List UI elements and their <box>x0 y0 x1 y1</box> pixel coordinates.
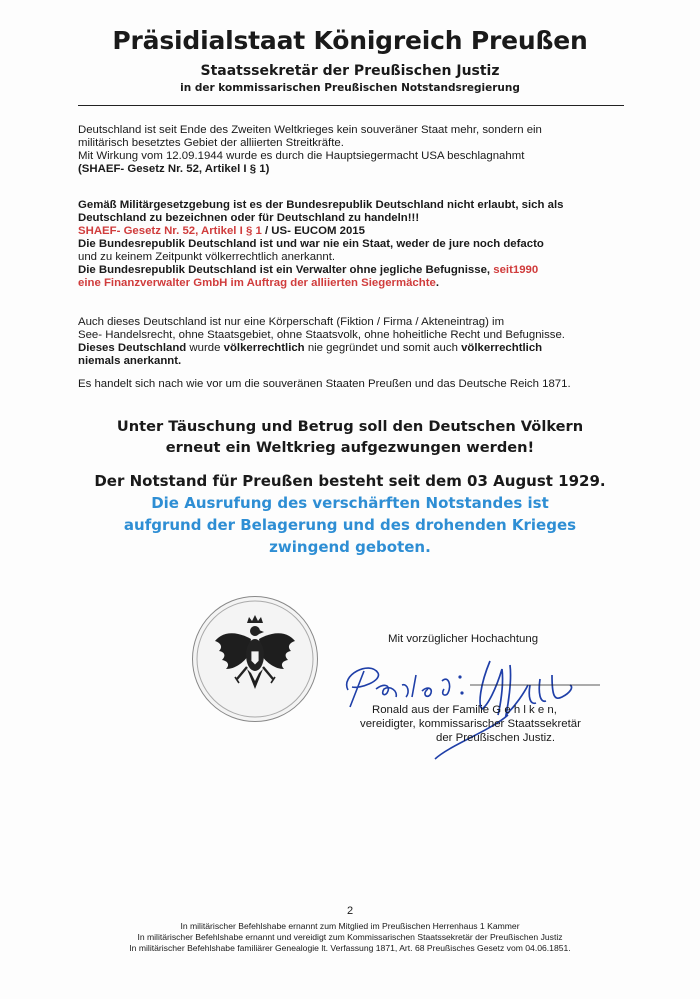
law-reference: SHAEF- Gesetz Nr. 52, Artikel I § 1 <box>78 225 262 237</box>
highlight-span: eine Finanzverwalter GmbH im Auftrag der alliierten Siegermächte <box>78 277 436 289</box>
text-line: Deutschland ist seit Ende des Zweiten Weltkrieges kein souveräner Staat mehr, sondern ein <box>78 124 542 136</box>
warning-block <box>0 416 700 458</box>
text-line: Es handelt sich nach wie vor um die souveränen Staaten Preußen und das Deutsche Reich 1871. <box>78 378 571 390</box>
text-line: Mit Wirkung vom 12.09.1944 wurde es durch die Hauptsiegermacht USA beschlagnahmt <box>78 150 525 162</box>
paragraph-occupation <box>78 124 618 176</box>
signer-role-line: vereidigter, kommissarischer Staatssekretär <box>360 718 581 730</box>
text-line: Auch dieses Deutschland ist nur eine Körperschaft (Fiktion / Firma / Akteneintrag) im <box>78 316 505 328</box>
text-line <box>78 264 618 277</box>
text-line <box>78 277 618 290</box>
text-line <box>78 342 618 355</box>
emergency-block <box>0 470 700 558</box>
text-span: Dieses Deutschland <box>78 342 187 354</box>
emergency-line: zwingend geboten. <box>269 538 431 556</box>
footer-line: In militärischer Befehlshabe ernannt zum Mitglied im Preußischen Herrenhaus 1 Kammer <box>180 921 520 931</box>
signature-name <box>372 703 632 717</box>
header-divider <box>78 105 624 106</box>
text-span: Die Bundesrepublik Deutschland ist ein Verwalter ohne jegliche Befugnisse, <box>78 264 494 276</box>
text-line: (SHAEF- Gesetz Nr. 52, Artikel I § 1) <box>78 163 270 175</box>
text-line: niemals anerkannt. <box>78 355 182 367</box>
text-span: völkerrechtlich <box>223 342 305 354</box>
footer-notes <box>0 921 700 954</box>
text-line: Gemäß Militärgesetzgebung ist es der Bundesrepublik Deutschland nicht erlaubt, sich als <box>78 199 564 211</box>
emergency-line: Die Ausrufung des verschärften Notstandes ist <box>151 494 549 512</box>
paragraph-sovereign-states <box>78 378 618 391</box>
eagle-seal-icon <box>192 596 318 722</box>
footer-line: In militärischer Befehlshabe ernannt und vereidigt zum Kommissarischen Staatssekretär der Preußischen Justiz <box>137 932 563 942</box>
signature-role-2 <box>436 731 636 745</box>
page-subtitle: Staatssekretär der Preußischen Justiz <box>200 63 500 79</box>
text-span: völkerrechtlich <box>461 342 543 354</box>
text-line: und zu keinem Zeitpunkt völkerrechtlich anerkannt. <box>78 251 336 263</box>
text-line: militärisch besetztes Gebiet der alliierten Streitkräfte. <box>78 137 344 149</box>
text-line: Deutschland zu bezeichnen oder für Deutschland zu handeln!!! <box>78 212 420 224</box>
paragraph-military-law <box>78 199 618 290</box>
signer-role-line: der Preußischen Justiz. <box>436 732 556 744</box>
signature-role <box>360 717 640 731</box>
emergency-line: Der Notstand für Preußen besteht seit dem 03 August 1929. <box>94 472 606 490</box>
signer-name: Ronald aus der Familie G e h l k e n, <box>372 704 557 716</box>
page-subtitle-secondary: in der kommissarischen Preußischen Notstandsregierung <box>180 82 520 94</box>
text-span: / US- EUCOM 2015 <box>261 225 365 237</box>
text-line <box>78 225 618 238</box>
text-line: Die Bundesrepublik Deutschland ist und war nie ein Staat, weder de jure noch defacto <box>78 238 544 250</box>
warning-line: erneut ein Weltkrieg aufgezwungen werden! <box>165 439 535 456</box>
text-span: . <box>435 277 440 289</box>
highlight-span: seit1990 <box>493 264 539 276</box>
text-line: See- Handelsrecht, ohne Staatsgebiet, ohne Staatsvolk, ohne hoheitliche Recht und Befugnisse. <box>78 329 565 341</box>
emergency-line: aufgrund der Belagerung und des drohenden Krieges <box>123 516 577 534</box>
page-title: Präsidialstaat Königreich Preußen <box>112 26 588 55</box>
footer-line: In militärischer Befehlshabe familiärer Genealogie lt. Verfassung 1871, Art. 68 Preußisches Gesetz vom 04.06.1851. <box>129 943 571 953</box>
warning-line: Unter Täuschung und Betrug soll den Deutschen Völkern <box>116 418 584 435</box>
page-number: 2 <box>346 905 354 917</box>
signature-greeting: Mit vorzüglicher Hochachtung <box>388 633 539 645</box>
text-span: nie gegründet und somit auch <box>304 342 462 354</box>
text-span: wurde <box>186 342 224 354</box>
paragraph-corporation <box>78 316 618 368</box>
